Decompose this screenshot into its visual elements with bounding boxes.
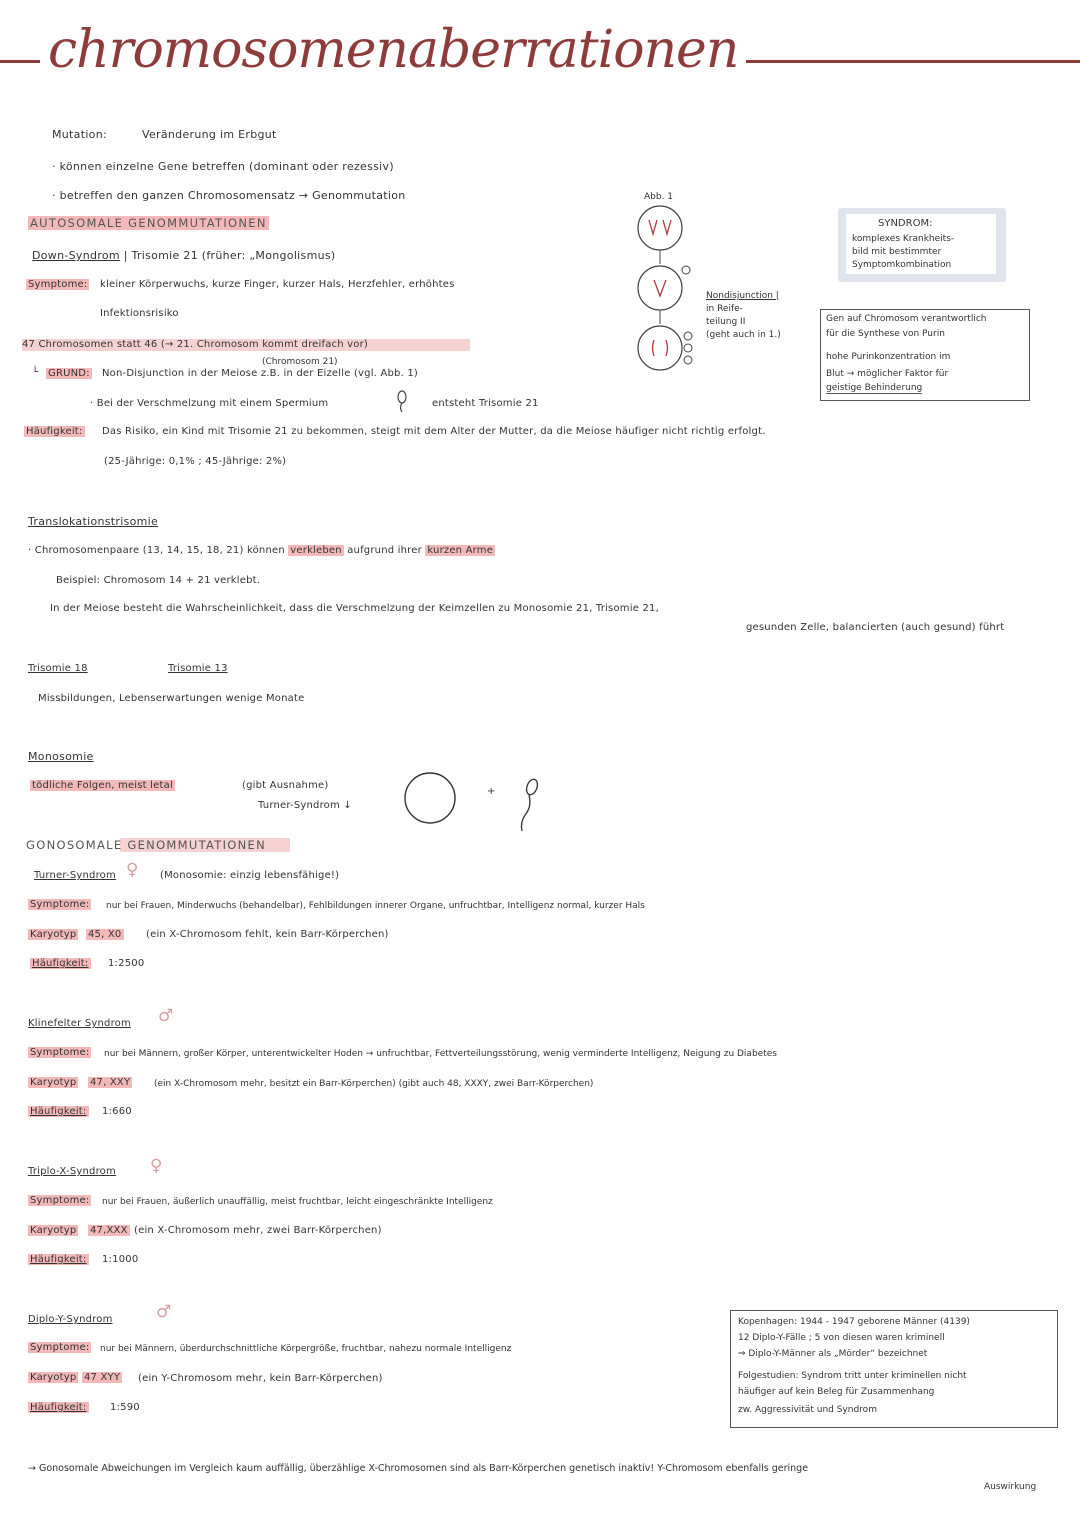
bei-line: · Bei der Verschmelzung mit einem Spermium (90, 398, 329, 409)
triplo-symptome: nur bei Frauen, äußerlich unauffällig, meist fruchtbar, leicht eingeschränkte Intelligenz (102, 1197, 493, 1207)
haeufigkeit-label: Häufigkeit: (26, 426, 83, 437)
verkleben-highlight: verkleben (290, 545, 342, 556)
male-icon: ♂ (158, 1006, 174, 1026)
down-title: Down-Syndrom (32, 249, 120, 262)
grund-label: GRUND: (48, 368, 90, 379)
female-icon-2: ♀ (150, 1156, 163, 1176)
diplo-karyotyp-text: (ein Y-Chromosom mehr, kein Barr-Körperchen) (138, 1373, 383, 1384)
turner-title: Turner-Syndrom (34, 870, 116, 881)
turner-karyotyp-label: Karyotyp (30, 929, 77, 940)
syndrom-line-2: bild mit bestimmter (852, 247, 942, 257)
nondisjunction-line-1: Nondisjunction | (706, 291, 779, 301)
klinefelter-karyotyp-text: (ein X-Chromosom mehr, besitzt ein Barr-Körperchen) (gibt auch 48, XXXY, zwei Barr-Körperchen) (154, 1079, 594, 1089)
monosomie-note-2: Turner-Syndrom ↓ (258, 800, 352, 811)
klinefelter-karyotyp-label: Karyotyp (30, 1077, 77, 1088)
diplo-karyotyp: 47 XYY (84, 1372, 121, 1383)
gen-line-2: für die Synthese von Purin (826, 329, 945, 339)
klinefelter-haeufigkeit: 1:660 (102, 1106, 132, 1117)
turner-extra: (Monosomie: einzig lebensfähige!) (160, 870, 340, 881)
triplo-haeufigkeit-label: Häufigkeit: (30, 1254, 87, 1265)
trisomie-text: Missbildungen, Lebenserwartungen wenige Monate (38, 693, 305, 704)
turner-symptome: nur bei Frauen, Minderwuchs (behandelbar), Fehlbildungen innerer Organe, unfruchtbar, Intelligenz normal, kurzer Hals (106, 901, 645, 911)
gen-line-4: Blut → möglicher Faktor für (826, 369, 949, 379)
female-icon: ♀ (126, 860, 139, 880)
klinefelter-symptome: nur bei Männern, großer Körper, unterentwickelter Hoden → unfruchtbar, Fettverteilungsstörung, wenig verminderte Intelligenz, Neigung zu Diabetes (104, 1049, 777, 1059)
turner-karyotyp: 45, X0 (88, 929, 122, 940)
kopenhagen-line-5: häufiger auf kein Beleg für Zusammenhang (738, 1387, 935, 1397)
nondisjunction-diagram (630, 200, 700, 380)
diplo-symptome-label: Symptome: (30, 1342, 90, 1353)
haeufigkeit-text: Das Risiko, ein Kind mit Trisomie 21 zu bekommen, steigt mit dem Alter der Mutter, da die Meiose häufiger nicht richtig erfolgt. (102, 426, 766, 437)
diplo-karyotyp-label: Karyotyp (30, 1372, 77, 1383)
down-chrom-note: (Chromosom 21) (262, 357, 338, 367)
triplo-karyotyp-label: Karyotyp (30, 1225, 77, 1236)
monosomie-title: Monosomie (28, 750, 94, 763)
diplo-haeufigkeit: 1:590 (110, 1402, 140, 1413)
klinefelter-haeufigkeit-label: Häufigkeit: (30, 1106, 87, 1117)
footer-line-2: Auswirkung (984, 1482, 1037, 1492)
eizelle-icon (402, 770, 458, 826)
down-symptome-text-2: Infektionsrisiko (100, 308, 179, 319)
grund-text: Non-Disjunction in der Meiose z.B. in der Eizelle (vgl. Abb. 1) (102, 368, 418, 379)
klinefelter-title: Klinefelter Syndrom (28, 1018, 131, 1029)
klinefelter-karyotyp: 47, XXY (90, 1077, 131, 1088)
syndrom-box (846, 214, 996, 274)
gen-line-5: geistige Behinderung (826, 383, 923, 393)
translokation-a: · Chromosomenpaare (13, 14, 15, 18, 21) können (28, 545, 285, 556)
triplo-karyotyp-text: (ein X-Chromosom mehr, zwei Barr-Körperchen) (134, 1225, 382, 1236)
kopenhagen-line-6: zw. Aggressivität und Syndrom (738, 1405, 877, 1415)
kurzen-arme-highlight: kurzen Arme (427, 545, 494, 556)
down-symptome-text: kleiner Körperwuchs, kurze Finger, kurzer Hals, Herzfehler, erhöhtes (100, 279, 455, 290)
syndrom-line-1: komplexes Krankheits- (852, 234, 955, 244)
trisomie-18: Trisomie 18 (28, 663, 88, 674)
turner-karyotyp-text: (ein X-Chromosom fehlt, kein Barr-Körperchen) (146, 929, 389, 940)
kopenhagen-line-4: Folgestudien: Syndrom tritt unter kriminellen nicht (738, 1371, 967, 1381)
kopenhagen-box (730, 1310, 1058, 1428)
trisomie-13: Trisomie 13 (168, 663, 228, 674)
translokation-title: Translokationstrisomie (28, 515, 159, 528)
abb-label: Abb. 1 (644, 192, 674, 202)
entsteht-trisomie: entsteht Trisomie 21 (432, 398, 539, 409)
meiose-line-2: gesunden Zelle, balancierten (auch gesund) führt (746, 622, 1005, 633)
gen-line-3: hohe Purinkonzentration im (826, 352, 951, 362)
kopenhagen-line-3: ⇒ Diplo-Y-Männer als „Mörder“ bezeichnet (738, 1349, 928, 1359)
down-subtitle: | Trisomie 21 (früher: „Mongolismus) (123, 249, 336, 262)
mutation-definition: Veränderung im Erbgut (142, 128, 277, 141)
gonosomal-header (26, 838, 266, 852)
down-syndrom-title (32, 249, 335, 262)
intro-line-2: · betreffen den ganzen Chromosomensatz → Genommutation (52, 189, 406, 202)
footer-line: → Gonosomale Abweichungen im Vergleich kaum auffällig, überzählige X-Chromosomen sind als Barr-Körperchen genetisch inaktiv! Y-Chromosom ebenfalls geringe (28, 1463, 809, 1474)
translokation-line (28, 545, 495, 556)
triplo-karyotyp: 47,XXX (90, 1225, 128, 1236)
page-title: chromosomenaberrationen (40, 20, 746, 80)
autosomal-header: AUTOSOMALE GENOMMUTATIONEN (30, 216, 267, 230)
beispiel-line: Beispiel: Chromosom 14 + 21 verklebt. (56, 575, 261, 586)
down-symptome-label: Symptome: (28, 279, 88, 290)
monosomie-note: (gibt Ausnahme) (242, 780, 329, 791)
gen-box (820, 309, 1030, 401)
kopenhagen-line-2: 12 Diplo-Y-Fälle ; 5 von diesen waren kriminell (738, 1333, 945, 1343)
diplo-symptome: nur bei Männern, überdurchschnittliche Körpergröße, fruchtbar, nahezu normale Intelligenz (100, 1344, 512, 1354)
kopenhagen-line-1: Kopenhagen: 1944 - 1947 geborene Männer (4139) (738, 1317, 970, 1327)
triplo-symptome-label: Symptome: (30, 1195, 90, 1206)
nondisjunction-line-2: in Reife- (706, 304, 743, 314)
nondisjunction-line-4: (geht auch in 1.) (706, 330, 781, 340)
spermium-icon (392, 390, 412, 416)
translokation-b: aufgrund ihrer (347, 545, 422, 556)
haeufigkeit-text-2: (25-Jährige: 0,1% ; 45-Jährige: 2%) (104, 456, 287, 467)
grund-arrow: └ (32, 367, 39, 378)
nondisjunction-line-3: teilung II (706, 317, 746, 327)
diplo-y-title: Diplo-Y-Syndrom (28, 1314, 113, 1325)
down-chromosomen-line: 47 Chromosomen statt 46 (→ 21. Chromosom kommt dreifach vor) (22, 339, 369, 350)
mutation-label: Mutation: (52, 128, 107, 141)
meiose-line: In der Meiose besteht die Wahrscheinlichkeit, dass die Verschmelzung der Keimzellen zu Monosomie 21, Trisomie 21, (50, 603, 659, 614)
triplo-haeufigkeit: 1:1000 (102, 1254, 139, 1265)
syndrom-title: SYNDROM: (878, 218, 933, 229)
gonosomal-header-text: GONOSOMALE GENOMMUTATIONEN (26, 838, 267, 852)
syndrom-line-3: Symptomkombination (852, 260, 952, 270)
gen-line-1: Gen auf Chromosom verantwortlich (826, 314, 987, 324)
diplo-haeufigkeit-label: Häufigkeit: (30, 1402, 87, 1413)
spermium-icon-large (512, 775, 542, 835)
plus-sign: + (487, 786, 496, 797)
turner-haeufigkeit: 1:2500 (108, 958, 145, 969)
turner-haeufigkeit-label: Häufigkeit: (32, 958, 89, 969)
klinefelter-symptome-label: Symptome: (30, 1047, 90, 1058)
triplo-x-title: Triplo-X-Syndrom (28, 1166, 116, 1177)
male-icon-2: ♂ (156, 1302, 172, 1322)
intro-line-1: · können einzelne Gene betreffen (dominant oder rezessiv) (52, 160, 394, 173)
monosomie-label: tödliche Folgen, meist letal (32, 780, 173, 791)
turner-symptome-label: Symptome: (30, 899, 90, 910)
